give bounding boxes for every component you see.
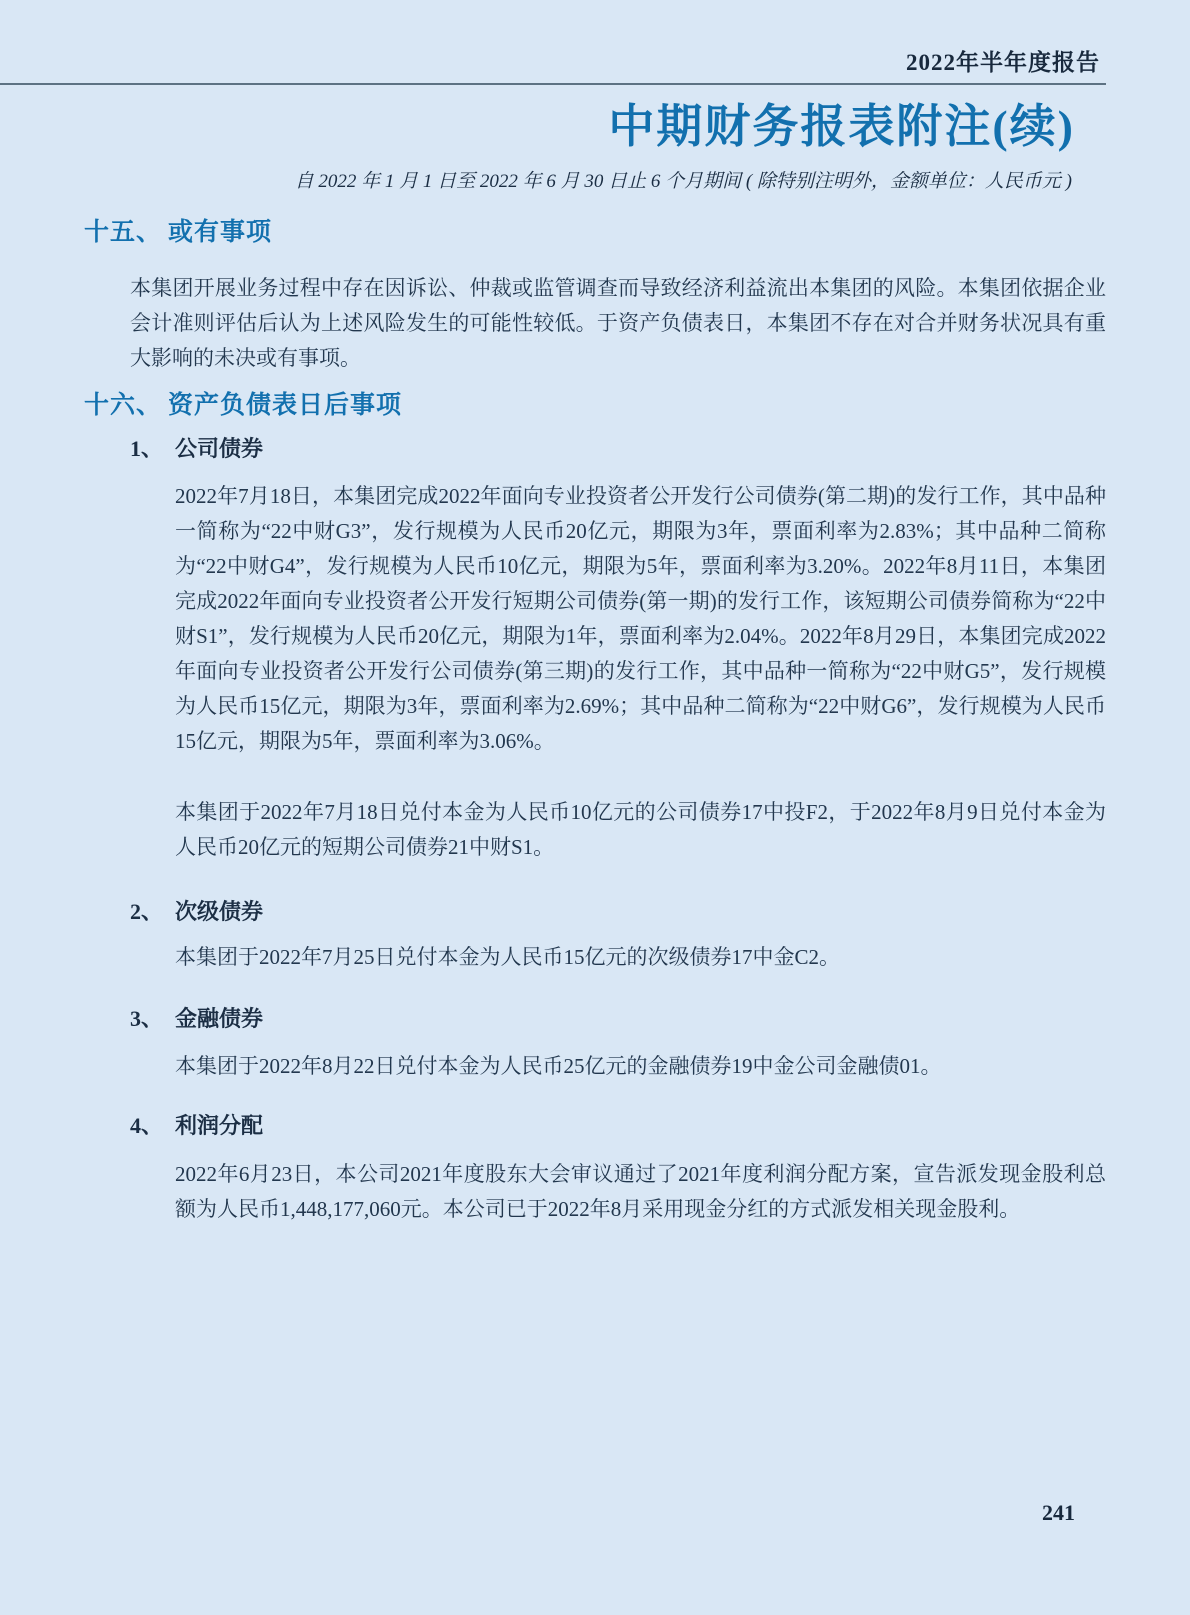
document-title: 中期财务报表附注(续) [608,101,1075,152]
subsection-2-title: 次级债券 [175,899,264,924]
section-16-title: 资产负债表日后事项 [168,392,403,419]
subsection-3-title: 金融债券 [175,1006,264,1031]
subsection-2-heading [130,897,1190,927]
subsection-3-paragraph: 本集团于2022年8月22日兑付本金为人民币25亿元的金融债券19中金公司金融债01。 [175,1054,942,1078]
subsection-1-heading [130,434,1190,464]
subsection-3-heading [130,1004,1190,1034]
section-15-heading [84,217,1190,249]
subsection-1-paragraph-1: 2022年7月18日，本集团完成2022年面向专业投资者公开发行公司债券(第二期)的发行工作，其中品种一简称为“22中财G3”，发行规模为人民币20亿元，期限为3年，票面利率为2.83%；其中品种二简称为“22中财G4”，发行规模为人民币10亿元，期限为5年，票面利率为3.20%。2022年8月11日，本集团完成2022年面向专业投资者公开发行短期公司债券(第一期)的发行工作，该短期公司债券简称为“22中财S1”，发行规模为人民币20亿元，期限为1年，票面利率为2.04%。2022年8月29日，本集团完成2022年面向专业投资者公开发行公司债券(第三期)的发行工作，其中品种一简称为“22中财G5”，发行规模为人民币15亿元，期限为3年，票面利率为2.69%；其中品种二简称为“22中财G6”，发行规模为人民币15亿元，期限为5年，票面利率为3.06%。 [175,484,1106,753]
report-header-title: 2022年半年度报告 [906,50,1100,75]
subsection-1-number: 1、 [130,436,164,461]
page-number: 241 [1042,1500,1075,1525]
subsection-4-title: 利润分配 [175,1113,264,1138]
section-15-paragraph: 本集团开展业务过程中存在因诉讼、仲裁或监管调查而导致经济利益流出本集团的风险。本集团依据企业会计准则评估后认为上述风险发生的可能性较低。于资产负债表日，本集团不存在对合并财务状况具有重大影响的未决或有事项。 [130,276,1106,370]
subsection-2-number: 2、 [130,899,164,924]
subsection-4-heading [130,1111,1190,1141]
section-15-title: 或有事项 [168,219,273,246]
section-15-number: 十五、 [84,219,163,246]
document-subtitle: 自 2022 年 1 月 1 日至 2022 年 6 月 30 日止 6 个月期间 ( 除特别注明外，金额单位：人民币元 ) [294,171,1072,192]
subsection-2-paragraph: 本集团于2022年7月25日兑付本金为人民币15亿元的次级债券17中金C2。 [175,945,841,969]
subsection-4-number: 4、 [130,1113,164,1138]
section-16-heading [84,390,1190,422]
subsection-3-number: 3、 [130,1006,164,1031]
subsection-4-paragraph: 2022年6月23日，本公司2021年度股东大会审议通过了2021年度利润分配方案，宣告派发现金股利总额为人民币1,448,177,060元。本公司已于2022年8月采用现金分红的方式派发相关现金股利。 [175,1162,1106,1221]
subsection-1-title: 公司债券 [175,436,264,461]
page-header [0,0,1106,85]
section-16-number: 十六、 [84,392,163,419]
subsection-1-paragraph-2: 本集团于2022年7月18日兑付本金为人民币10亿元的公司债券17中投F2，于2022年8月9日兑付本金为人民币20亿元的短期公司债券21中财S1。 [175,800,1106,859]
